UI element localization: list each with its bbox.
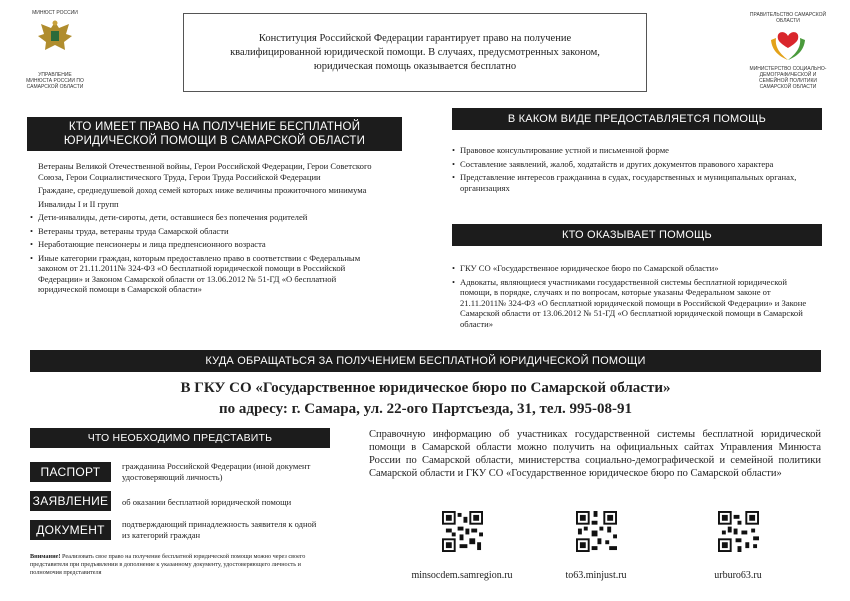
eagle-emblem-icon [35, 18, 75, 56]
qr-code-icon[interactable] [576, 511, 617, 552]
where-to-go-header [30, 350, 821, 372]
where-to-go-address [30, 378, 821, 420]
intro-box [183, 13, 647, 92]
attention-text: Реализовать свое право на получение бесплатной юридической помощи можно через своего представителя при предъявлении в дополнение к указанному документу, удостоверяющего личность и полномочия представителя [30, 553, 306, 576]
info-text: Справочную информацию об участниках государственной системы бесплатной юридической помощи в Самарской области можно получить на официальных сайтах Управления Минюста России по Самарской области, министерства социально-демографической и семейной политики Самарской области и ГКУ СО «Государственное юридическое бюро по Самарской области» [369, 429, 821, 479]
where-to-go-line1: В ГКУ СО «Государственное юридическое бюро по Самарской области» [180, 380, 671, 396]
attention-note [30, 553, 330, 577]
list-item: Инвалиды I и II групп [38, 198, 119, 209]
passport-desc: гражданина Российской Федерации (иной документ удостоверяющий личность) [122, 461, 311, 482]
document-desc: подтверждающий принадлежность заявителя к одной из категорий граждан [122, 519, 317, 540]
document-tag: ДОКУМЕНТ [30, 520, 111, 540]
link-minsocdem[interactable]: minsocdem.samregion.ru [411, 570, 513, 581]
documents-header-text: ЧТО НЕОБХОДИМО ПРЕДСТАВИТЬ [87, 432, 273, 444]
list-item: Граждане, среднедушевой доход семей которых ниже величины прожиточного минимума [38, 185, 367, 195]
who-has-right-header-text: КТО ИМЕЕТ ПРАВО НА ПОЛУЧЕНИЕ БЕСПЛАТНОЙ ЮРИДИЧЕСКОЙ ПОМОЩИ В САМАРСКОЙ ОБЛАСТИ [63, 121, 366, 147]
list-item: • Неработающие пенсионеры и лица предпенсионного возраста [30, 239, 375, 250]
where-to-go-line2: по адресу: г. Самара, ул. 22-ого Партсъезда, 31, тел. 995-08-91 [218, 401, 632, 417]
who-provides-header [452, 224, 822, 246]
list-item: Ветераны Великой Отечественной войны, Герои Российской Федерации, Герои Советского Союза, Герои Социалистического Труда, Герои Труда Российской Федерации [38, 161, 372, 182]
who-provides-list [452, 263, 817, 332]
intro-text: Конституция Российской Федерации гарантирует право на получение квалифицированной юридической помощи. В случаях, предусмотренных законом, юридическая помощь оказывается бесплатно [230, 32, 600, 72]
minjust-logo-bottom-text: УПРАВЛЕНИЕ МИНЮСТА РОССИИ ПО САМАРСКОЙ ОБЛАСТИ [26, 72, 84, 90]
minsocdem-logo-top-text: ПРАВИТЕЛЬСТВО САМАРСКОЙ ОБЛАСТИ [749, 12, 827, 24]
documents-header [30, 428, 330, 448]
list-item: • Представление интересов гражданина в судах, государственных и муниципальных органах, организациях [452, 172, 812, 193]
link-urburo[interactable]: urburo63.ru [714, 570, 762, 581]
qr-code-icon[interactable] [718, 511, 759, 552]
list-item: • Адвокаты, являющиеся участниками государственной системы бесплатной юридической помощи, в порядке, случаях и по вопросам, которые указаны Федеральном законе от 21.11.2011№ 324-ФЗ «О бесплатной юридической помощи в Российской Федерации» и Законе Самарской области от 13.06.2012 № 51-ГД «О бесплатной юридической помощи в Самарской области» [452, 277, 817, 330]
minjust-logo-top-text: МИНЮСТ РОССИИ [32, 10, 78, 16]
who-has-right-list [30, 161, 375, 298]
list-item: • Иные категории граждан, которым предоставлено право в соответствии с Федеральным законом от 21.11.2011№ 324-ФЗ «О бесплатной юридической помощи в Российской Федерации» и Законом Самарской области от 13.06.2012 № 51-ГД «О бесплатной юридической помощи в Самарской области» [30, 253, 375, 295]
list-item: • Составление заявлений, жалоб, ходатайств и других документов правового характера [452, 159, 812, 170]
list-item: • Дети-инвалиды, дети-сироты, дети, оставшиеся без попечения родителей [30, 212, 375, 223]
where-to-go-header-text: КУДА ОБРАЩАТЬСЯ ЗА ПОЛУЧЕНИЕМ БЕСПЛАТНОЙ ЮРИДИЧЕСКОЙ ПОМОЩИ [205, 355, 646, 367]
who-has-right-header [27, 117, 402, 151]
minsocdem-logo [748, 12, 828, 104]
who-provides-header-text: КТО ОКАЗЫВАЕТ ПОМОЩЬ [562, 229, 712, 241]
minsocdem-logo-bottom-text: МИНИСТЕРСТВО СОЦИАЛЬНО-ДЕМОГРАФИЧЕСКОЙ И СЕМЕЙНОЙ ПОЛИТИКИ САМАРСКОЙ ОБЛАСТИ [749, 66, 827, 90]
list-item: • Ветераны труда, ветераны труда Самарской области [30, 226, 375, 237]
list-item: • Правовое консультирование устной и письменной форме [452, 145, 812, 156]
attention-label: Внимание! [30, 553, 61, 560]
what-form-list [452, 145, 812, 196]
what-form-header [452, 108, 822, 130]
what-form-header-text: В КАКОМ ВИДЕ ПРЕДОСТАВЛЯЕТСЯ ПОМОЩЬ [507, 113, 767, 125]
list-item: • ГКУ СО «Государственное юридическое бюро по Самарской области» [452, 263, 817, 274]
application-tag: ЗАЯВЛЕНИЕ [30, 491, 111, 511]
application-desc: об оказании бесплатной юридической помощи [122, 497, 292, 507]
hands-heart-emblem-icon [768, 26, 808, 62]
minjust-logo [25, 10, 85, 98]
link-minjust[interactable]: to63.minjust.ru [565, 570, 627, 581]
qr-code-icon[interactable] [442, 511, 483, 552]
passport-tag: ПАСПОРТ [30, 462, 111, 482]
